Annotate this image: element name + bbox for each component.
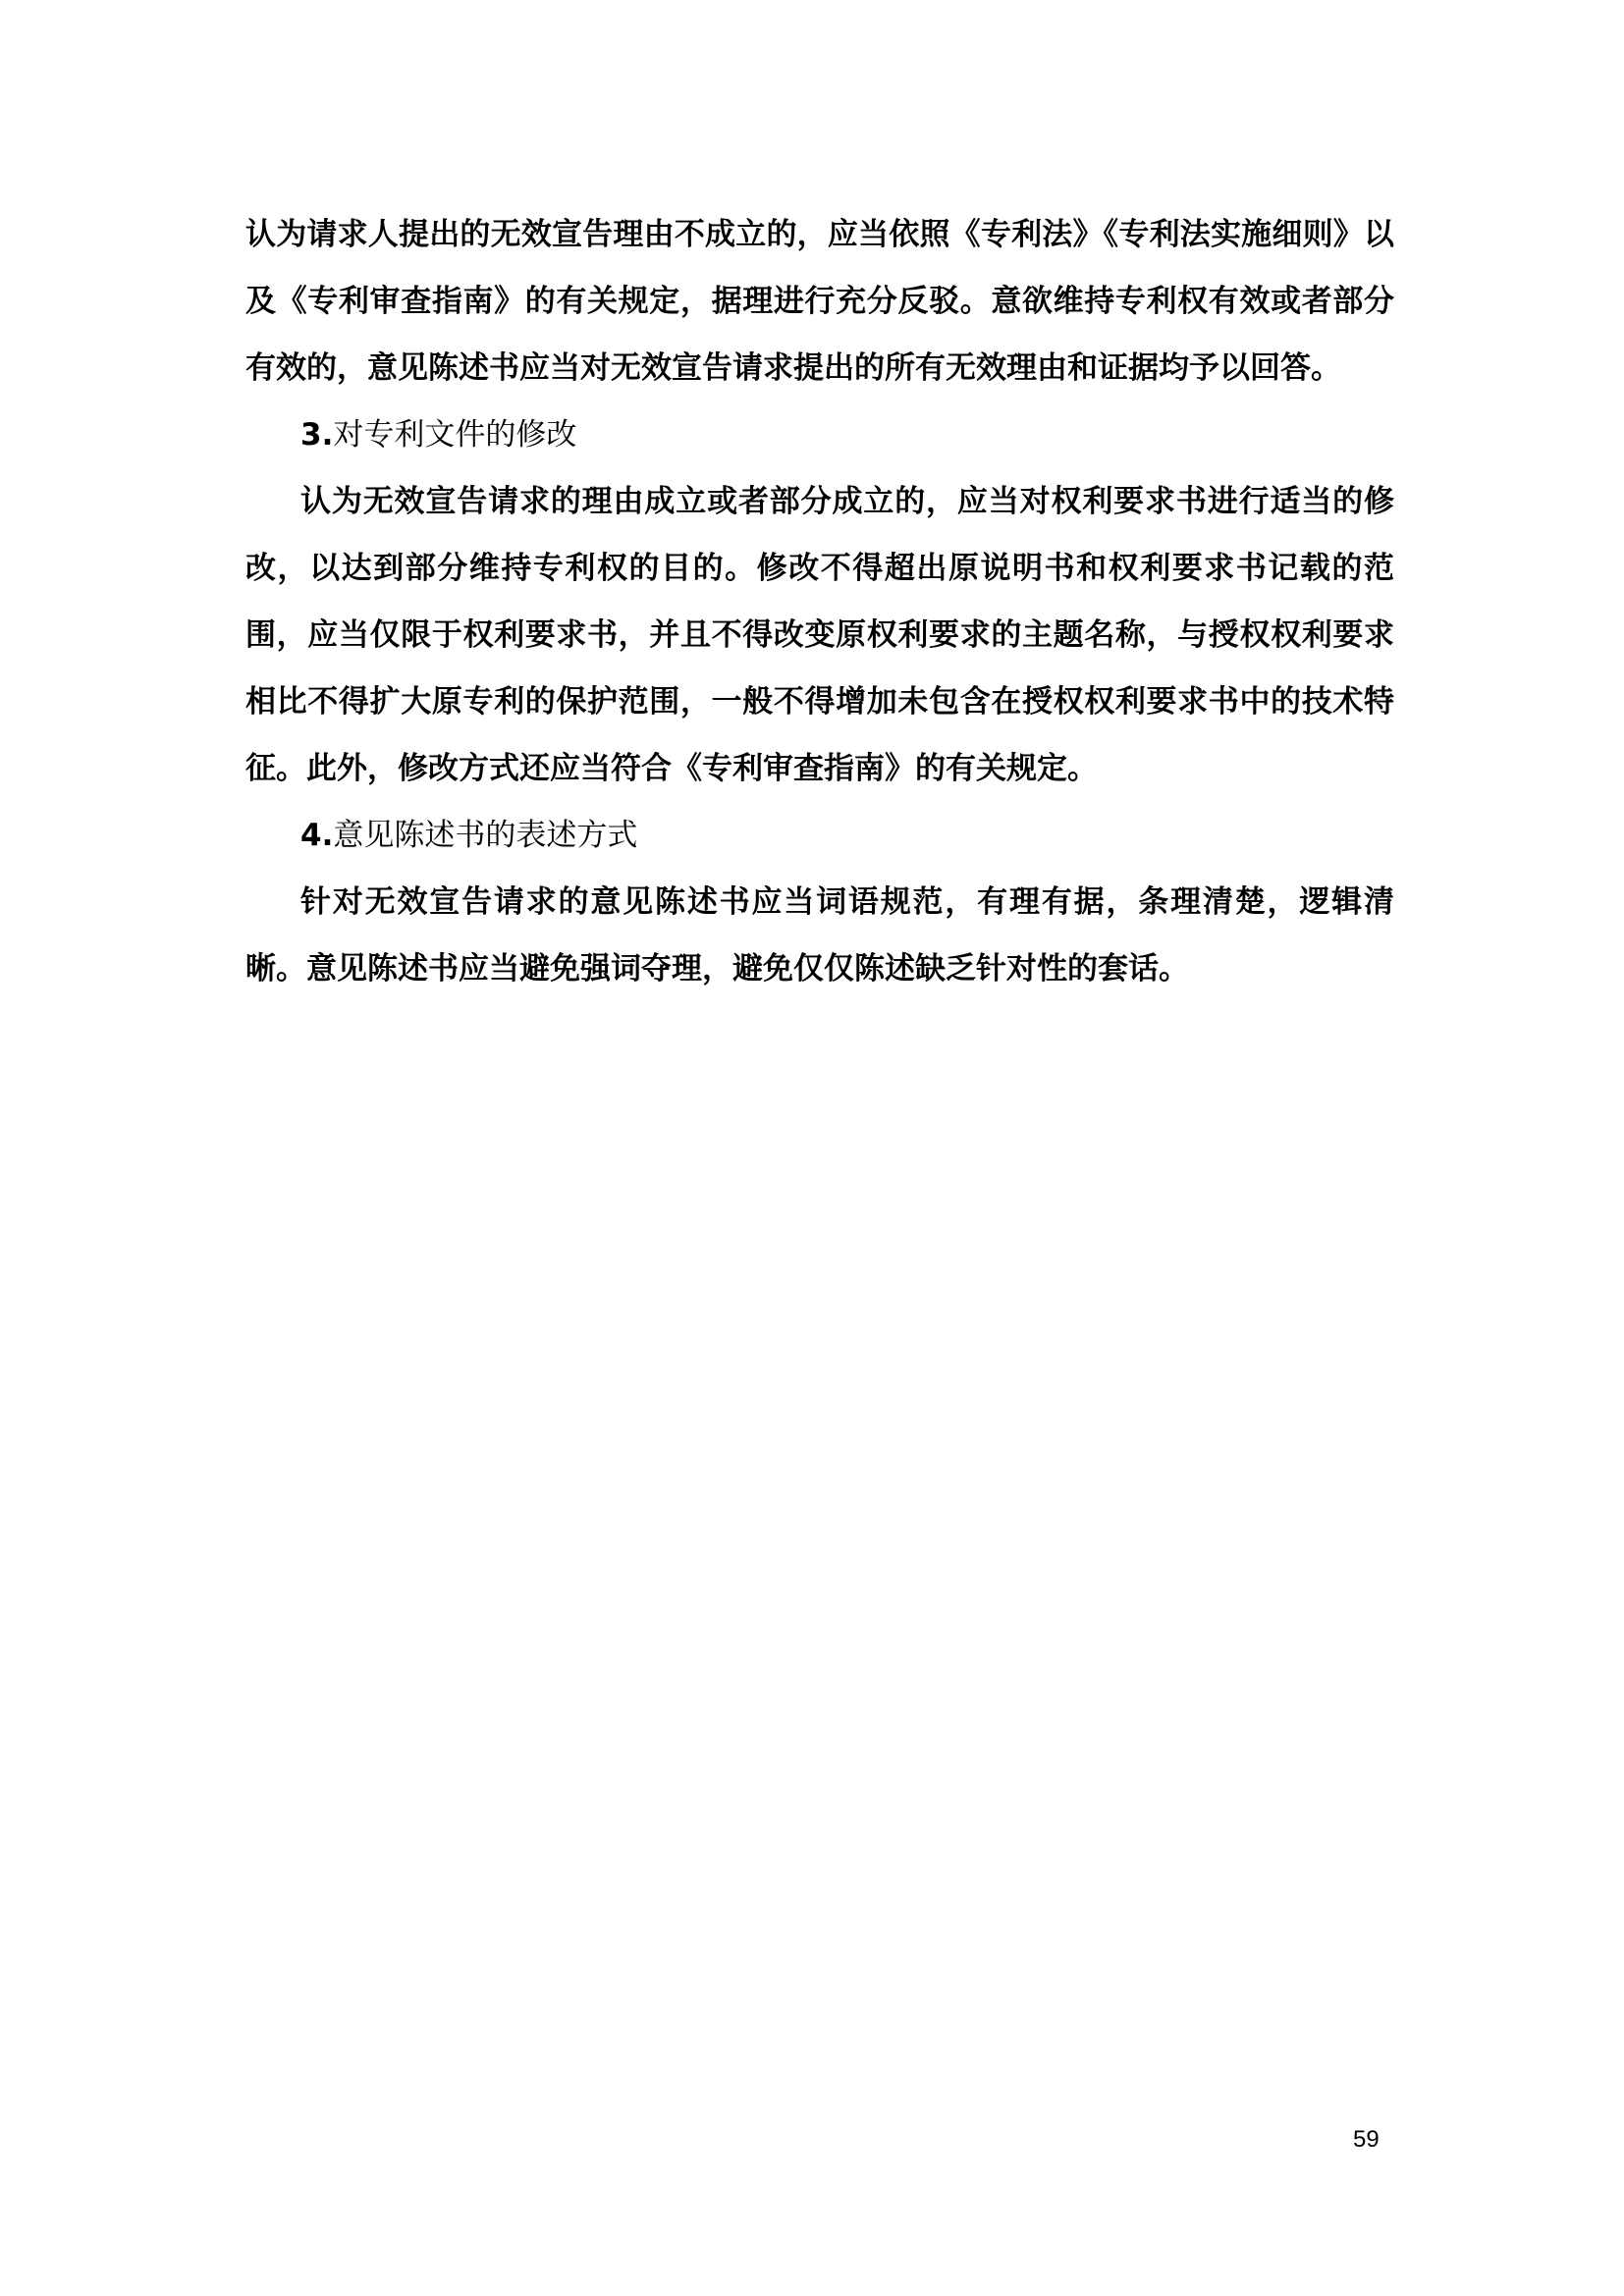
paragraph-rebuttal: 认为请求人提出的无效宣告理由不成立的，应当依照《专利法》《专利法实施细则》以及《专利审查指南》的有关规定，据理进行充分反驳。意欲维持专利权有效或者部分有效的，意见陈述书应当对无效宣告请求提出的所有无效理由和证据均予以回答。 — [245, 217, 1394, 386]
section-heading-3 — [245, 401, 1394, 468]
section-title: 对专利文件的修改 — [333, 417, 577, 453]
section-title: 意见陈述书的表述方式 — [333, 818, 638, 853]
paragraph-expression: 针对无效宣告请求的意见陈述书应当词语规范，有理有据，条理清楚，逻辑清晰。意见陈述书应当避免强词夺理，避免仅仅陈述缺乏针对性的套话。 — [245, 884, 1394, 987]
section-number: 4. — [300, 818, 334, 853]
page-number: 59 — [1353, 2126, 1380, 2153]
paragraph-amendment: 认为无效宣告请求的理由成立或者部分成立的，应当对权利要求书进行适当的修改，以达到部分维持专利权的目的。修改不得超出原说明书和权利要求书记载的范围，应当仅限于权利要求书，并且不得改变原权利要求的主题名称，与授权权利要求相比不得扩大原专利的保护范围，一般不得增加未包含在授权权利要求书中的技术特征。此外，修改方式还应当符合《专利审查指南》的有关规定。 — [245, 484, 1394, 786]
section-heading-4 — [245, 802, 1394, 869]
document-body — [245, 201, 1394, 1002]
section-number: 3. — [300, 417, 334, 453]
